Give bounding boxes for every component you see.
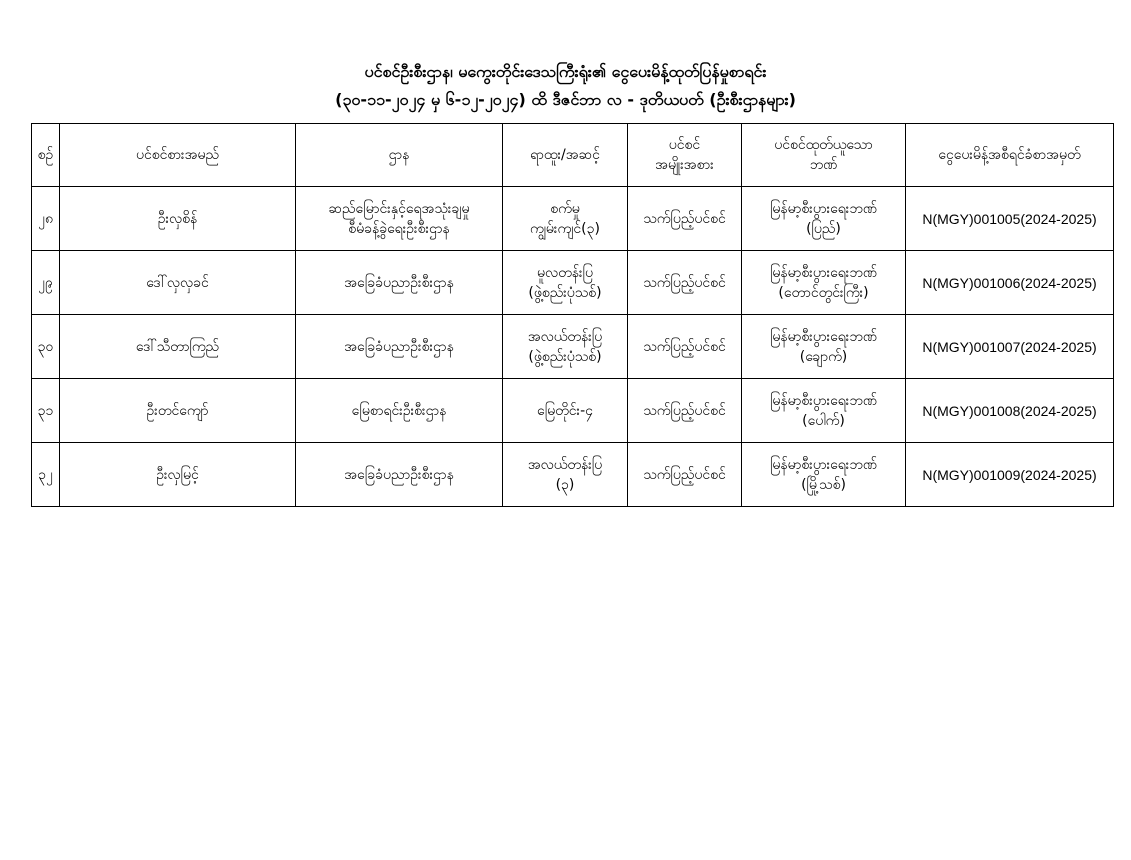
cell-department-line: စီမံခန့်ခွဲရေးဦးစီးဌာန: [348, 220, 450, 237]
cell-rank-line: ကျွမ်းကျင်(၃): [530, 220, 600, 237]
cell-name-text: ဦးတင်ကျော်: [146, 402, 209, 419]
table-header-row: [32, 124, 1114, 187]
cell-pension-type: [628, 187, 742, 251]
cell-no: [32, 443, 60, 507]
cell-department-line: အခြေခံပညာဦးစီးဌာန: [344, 274, 454, 291]
table-row: [32, 379, 1114, 443]
header-name-label: ပင်စင်စားအမည်: [136, 147, 219, 163]
header-no: [32, 124, 60, 187]
cell-report-number: [906, 187, 1114, 251]
cell-pension-type-text: သက်ပြည့်ပင်စင်: [643, 210, 726, 227]
cell-report-number: [906, 251, 1114, 315]
cell-department: [296, 187, 503, 251]
cell-bank: [742, 251, 906, 315]
cell-name-text: ဒေါ်သီတာကြည်: [135, 338, 220, 355]
cell-bank: [742, 379, 906, 443]
cell-rank: [503, 443, 628, 507]
cell-no-text: ၃၁: [37, 402, 54, 419]
header-report-number-label: ငွေပေးမိန့်အစီရင်ခံစာအမှတ်: [938, 147, 1081, 163]
header-bank-line2: ဘဏ်: [809, 157, 838, 173]
cell-department: [296, 315, 503, 379]
cell-rank-line: (ဖွဲ့စည်းပုံသစ်): [528, 284, 602, 301]
document-title: ပင်စင်ဦးစီးဌာန၊ မကွေးတိုင်းဒေသကြီးရုံး၏ ငွေပေးမိန့်ထုတ်ပြန်မှုစာရင်း: [364, 62, 767, 81]
header-bank: [742, 124, 906, 187]
cell-pension-type-text: သက်ပြည့်ပင်စင်: [643, 338, 726, 355]
cell-pension-type: [628, 443, 742, 507]
cell-bank-line: (ပြည်): [806, 220, 841, 237]
header-department: [296, 124, 503, 187]
header-rank: [503, 124, 628, 187]
cell-bank-line: မြန်မာ့စီးပွားရေးဘဏ်: [770, 200, 877, 217]
table-row: [32, 443, 1114, 507]
cell-pension-type-text: သက်ပြည့်ပင်စင်: [643, 274, 726, 291]
cell-report-number-text: N(MGY)001007(2024-2025): [922, 338, 1097, 355]
cell-pension-type: [628, 251, 742, 315]
header-no-label: စဉ်: [37, 147, 54, 163]
cell-name-text: ဦးလှစိန်: [157, 210, 198, 227]
cell-department: [296, 443, 503, 507]
cell-rank-line: အလယ်တန်းပြ: [527, 328, 603, 345]
pension-table: [31, 123, 1114, 507]
cell-bank: [742, 315, 906, 379]
cell-name-text: ဦးလှမြင့်: [156, 466, 199, 483]
cell-rank: [503, 315, 628, 379]
cell-rank-line: စက်မှု: [550, 200, 580, 217]
cell-report-number: [906, 379, 1114, 443]
cell-report-number: [906, 315, 1114, 379]
table-row: [32, 315, 1114, 379]
cell-bank: [742, 187, 906, 251]
cell-report-number-text: N(MGY)001006(2024-2025): [922, 274, 1097, 291]
header-name: [60, 124, 296, 187]
cell-department-line: ဆည်မြောင်းနှင့်ရေအသုံးချမှု: [328, 200, 470, 217]
cell-name: [60, 187, 296, 251]
cell-no: [32, 251, 60, 315]
table-body: [32, 187, 1114, 507]
cell-no: [32, 379, 60, 443]
cell-name: [60, 379, 296, 443]
cell-bank-line: မြန်မာ့စီးပွားရေးဘဏ်: [770, 264, 877, 281]
header-pension-type: [628, 124, 742, 187]
cell-rank-line: မူလတန်းပြ: [537, 264, 593, 281]
cell-bank-line: (ပေါက်): [802, 412, 845, 429]
document-title-block: [0, 58, 1131, 114]
document-subtitle: (၃၀-၁၁-၂၀၂၄ မှ ၆-၁၂-၂၀၂၄) ထိ ဒီဇင်ဘာ လ - ဒုတိယပတ် (ဦးစီးဌာနများ): [335, 90, 796, 109]
cell-rank: [503, 251, 628, 315]
cell-no: [32, 315, 60, 379]
cell-report-number-text: N(MGY)001005(2024-2025): [922, 210, 1097, 227]
header-bank-line1: ပင်စင်ထုတ်ယူသော: [774, 137, 873, 153]
cell-bank-line: (တောင်တွင်းကြီး): [778, 284, 869, 301]
table-row: [32, 251, 1114, 315]
cell-pension-type-text: သက်ပြည့်ပင်စင်: [643, 402, 726, 419]
cell-department-line: အခြေခံပညာဦးစီးဌာန: [344, 338, 454, 355]
cell-report-number-text: N(MGY)001008(2024-2025): [922, 402, 1097, 419]
cell-rank: [503, 379, 628, 443]
cell-name-text: ဒေါ်လှလှခင်: [146, 274, 209, 291]
cell-bank-line: မြန်မာ့စီးပွားရေးဘဏ်: [770, 392, 877, 409]
header-department-label: ဌာန: [388, 147, 410, 163]
cell-no-text: ၃၀: [37, 338, 54, 355]
cell-name: [60, 443, 296, 507]
cell-name: [60, 315, 296, 379]
cell-bank: [742, 443, 906, 507]
cell-department-line: မြေစာရင်းဦးစီးဌာန: [351, 402, 447, 419]
cell-pension-type: [628, 315, 742, 379]
cell-no: [32, 187, 60, 251]
header-pension-type-line2: အမျိုးအစား: [655, 157, 714, 173]
cell-bank-line: (ချောက်): [799, 348, 848, 365]
cell-rank-line: အလယ်တန်းပြ: [527, 456, 603, 473]
cell-rank-line: (၃): [555, 476, 575, 493]
cell-no-text: ၃၂: [38, 466, 53, 483]
cell-bank-line: မြန်မာ့စီးပွားရေးဘဏ်: [770, 456, 877, 473]
cell-bank-line: မြန်မာ့စီးပွားရေးဘဏ်: [770, 328, 877, 345]
header-rank-label: ရာထူး/အဆင့်: [530, 147, 600, 163]
header-report-number: [906, 124, 1114, 187]
cell-department-line: အခြေခံပညာဦးစီးဌာန: [344, 466, 454, 483]
cell-pension-type-text: သက်ပြည့်ပင်စင်: [643, 466, 726, 483]
table-row: [32, 187, 1114, 251]
cell-rank-line: (ဖွဲ့စည်းပုံသစ်): [528, 348, 602, 365]
cell-bank-line: (မြို့သစ်): [801, 476, 846, 493]
cell-report-number-text: N(MGY)001009(2024-2025): [922, 466, 1097, 483]
header-pension-type-line1: ပင်စင်: [668, 137, 701, 153]
cell-pension-type: [628, 379, 742, 443]
cell-department: [296, 379, 503, 443]
cell-rank-line: မြေတိုင်း-၄: [536, 402, 594, 419]
cell-name: [60, 251, 296, 315]
cell-report-number: [906, 443, 1114, 507]
cell-no-text: ၂၉: [38, 274, 53, 291]
cell-no-text: ၂၈: [38, 210, 53, 227]
cell-rank: [503, 187, 628, 251]
cell-department: [296, 251, 503, 315]
